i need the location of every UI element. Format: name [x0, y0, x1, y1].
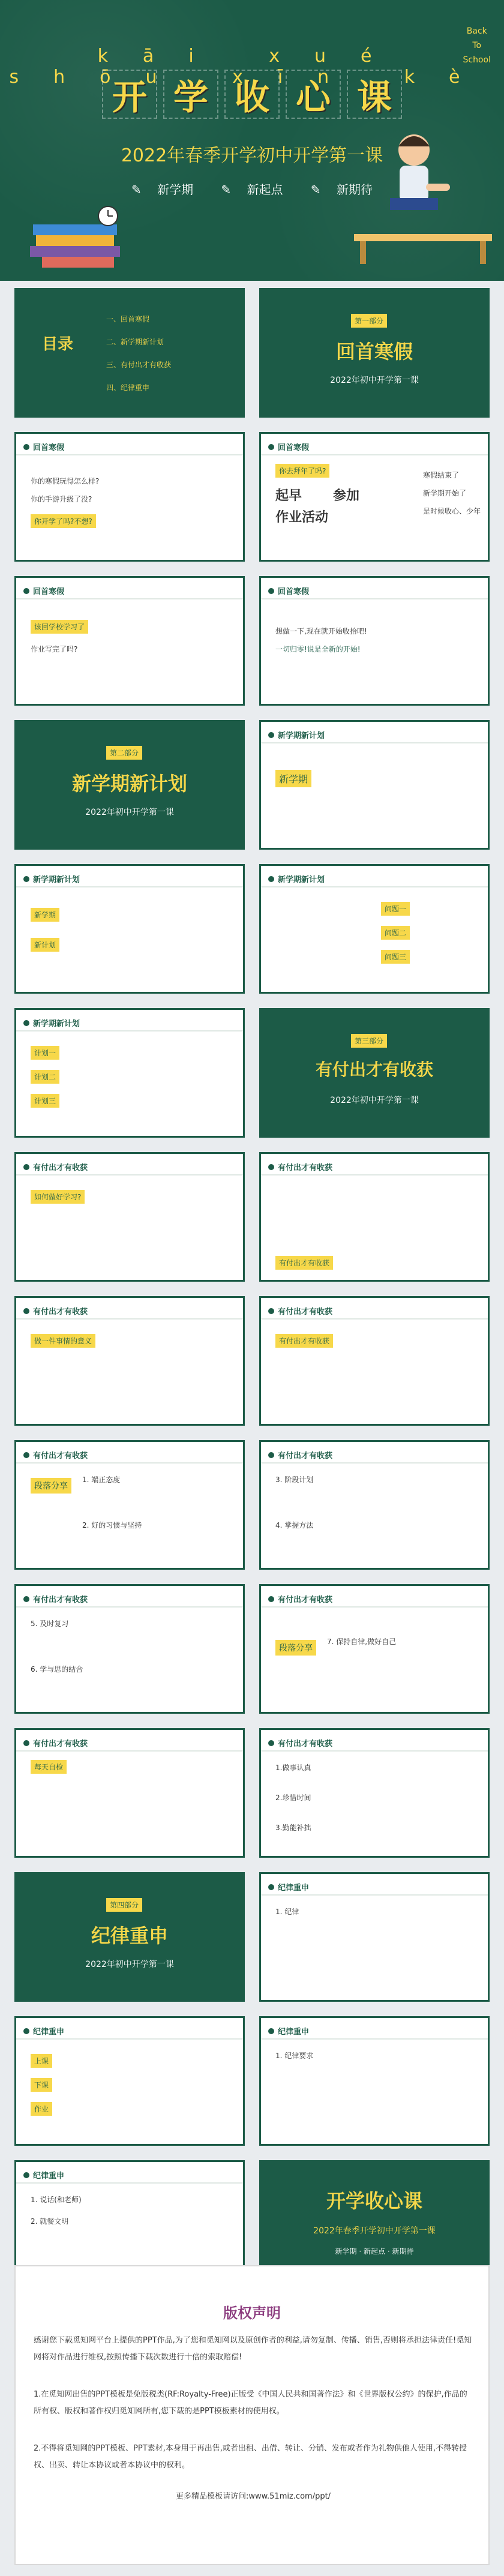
pinyin: shōu — [9, 67, 192, 88]
slide-content[interactable] — [259, 1296, 490, 1426]
slide-text: 如何做好学习? — [31, 1190, 85, 1204]
slide-header: 回首寒假 — [268, 441, 309, 452]
title-char: 心 — [286, 70, 341, 119]
slide-header: 新学期新计划 — [268, 729, 325, 740]
hero-banner — [0, 0, 504, 281]
slide-header: 纪律重申 — [23, 2025, 64, 2037]
menu-item: 四、纪律重申 — [106, 383, 150, 392]
slide-content[interactable] — [14, 864, 245, 994]
school-word: School — [463, 55, 491, 65]
student-illustration — [366, 126, 462, 240]
slide-text: 3.勤能补拙 — [275, 1824, 311, 1832]
slide-text: 是时候收心、少年 — [423, 507, 481, 515]
slide-text: 寒假结束了 — [423, 471, 460, 479]
hero-subtitle: 2022年春季开学初中开学第一课 — [121, 145, 383, 166]
part-badge: 第三部分 — [351, 1034, 387, 1048]
slide-text: 你的手游升级了没? — [31, 495, 92, 503]
hero-tag — [215, 182, 289, 197]
slide-text: 问题三 — [381, 950, 410, 964]
slide-text: 1. 端正态度 — [82, 1476, 121, 1484]
slide-content[interactable] — [259, 864, 490, 994]
slide-text: 5. 及时复习 — [31, 1620, 69, 1628]
slide-text: 新学期 — [31, 908, 59, 922]
part-badge: 第二部分 — [106, 746, 142, 760]
slide-header: 有付出才有收获 — [23, 1449, 88, 1461]
slide-text: 7. 保持自律,做好自己 — [327, 1638, 397, 1646]
pinyin: kāi — [97, 46, 229, 67]
part-title: 有付出才有收获 — [315, 1060, 433, 1079]
pinyin: kè — [404, 67, 495, 88]
slide-text: 段落分享 — [275, 1640, 316, 1656]
slide-text: 2. 就餐文明 — [31, 2217, 69, 2226]
slide-text: 你去拜年了吗? — [275, 464, 329, 478]
slide-header: 纪律重申 — [23, 2169, 64, 2181]
slide-header: 有付出才有收获 — [268, 1737, 332, 1749]
part-subtitle: 2022年初中开学第一课 — [330, 376, 419, 385]
slide-header: 纪律重申 — [268, 1881, 309, 1893]
pen-icon: ✎ — [221, 182, 232, 197]
slide-text: 作业活动 — [275, 510, 329, 525]
slide-text: 想做一下,现在就开始收拾吧! — [275, 627, 367, 635]
title-char: 开 — [102, 70, 157, 119]
slide-text: 1. 纪律 — [275, 1908, 299, 1916]
slide-text: 上课 — [31, 2054, 52, 2068]
slide-content[interactable] — [259, 1152, 490, 1282]
slide-text: 你开学了吗?不想? — [31, 514, 96, 528]
end-subtitle: 2022年春季开学初中开学第一课 — [313, 2226, 436, 2236]
slide-content[interactable] — [259, 720, 490, 850]
slide-text: 问题二 — [381, 926, 410, 940]
menu-label: 目录 — [41, 335, 73, 353]
slide-text: 问题一 — [381, 902, 410, 916]
slide-part-3[interactable] — [259, 1008, 490, 1138]
part-subtitle: 2022年初中开学第一课 — [85, 808, 174, 817]
slide-text: 有付出才有收获 — [275, 1256, 333, 1270]
title-char: 学 — [163, 70, 218, 119]
slide-content[interactable] — [259, 576, 490, 706]
slide-part-4[interactable] — [14, 1872, 245, 2002]
back-word: Back — [466, 26, 487, 36]
copyright-notice — [14, 2265, 490, 2565]
hero-title — [102, 70, 402, 119]
tag-text: 新起点 — [247, 182, 283, 197]
slide-content[interactable] — [14, 1296, 245, 1426]
slide-content[interactable] — [259, 1872, 490, 2002]
slide-text: 6. 学与思的结合 — [31, 1665, 83, 1674]
menu-item: 一、回首寒假 — [106, 315, 150, 323]
slide-text: 你的寒假玩得怎么样? — [31, 477, 100, 485]
slide-header: 纪律重申 — [268, 2025, 309, 2037]
menu-item: 三、有付出才有收获 — [106, 361, 172, 369]
notice-paragraph: 1.在觅知网出售的PPT模板是免版税类(RF:Royalty-Free)正版受《中国人民共和国著作法》和《世界版权公约》的保护,作品的所有权、版权和著作权归觅知网所有,您下载的是PPT模板素材的使用权。 — [34, 2390, 467, 2416]
slide-content[interactable] — [259, 1440, 490, 1570]
slide-text: 新学期开始了 — [423, 489, 467, 497]
part-title: 新学期新计划 — [71, 772, 187, 795]
slide-content[interactable] — [259, 432, 490, 562]
slide-header: 有付出才有收获 — [268, 1449, 332, 1461]
slide-text: 起早 — [275, 488, 302, 503]
slide-text: 新学期 — [275, 770, 311, 787]
slide-content[interactable] — [14, 1152, 245, 1282]
slide-part-2[interactable] — [14, 720, 245, 850]
slide-text: 计划二 — [31, 1070, 59, 1084]
slide-text: 1. 说话(和老师) — [31, 2196, 82, 2204]
slide-header: 新学期新计划 — [23, 873, 80, 884]
part-title: 回首寒假 — [335, 340, 413, 363]
part-title: 纪律重申 — [91, 1924, 168, 1947]
slide-content[interactable] — [259, 2016, 490, 2146]
slide-header: 有付出才有收获 — [23, 1161, 88, 1172]
slide-content[interactable] — [14, 2016, 245, 2146]
slide-content[interactable] — [14, 1008, 245, 1138]
hero-tag — [125, 182, 199, 197]
title-char: 收 — [224, 70, 280, 119]
notice-link[interactable]: 更多精品模板请访问:www.51miz.com/ppt/ — [175, 2492, 331, 2501]
slide-header: 有付出才有收获 — [268, 1161, 332, 1172]
slide-content[interactable] — [14, 1440, 245, 1570]
slide-text: 2. 好的习惯与坚持 — [82, 1521, 142, 1530]
slide-header: 有付出才有收获 — [268, 1305, 332, 1317]
slide-text: 每天自检 — [31, 1760, 67, 1774]
slide-header: 回首寒假 — [268, 585, 309, 596]
slide-content[interactable] — [14, 576, 245, 706]
slide-text: 段落分享 — [31, 1478, 71, 1494]
slide-header: 有付出才有收获 — [23, 1593, 88, 1605]
slide-menu[interactable] — [14, 288, 245, 418]
notice-paragraph: 感谢您下载觅知网平台上提供的PPT作品,为了您和觅知网以及原创作者的利益,请勿复制、传播、销售,否则将承担法律责任!觅知网将对作品进行维权,按照传播下载次数进行十倍的索取赔偿! — [34, 2336, 472, 2362]
slide-text: 做一件事情的意义 — [31, 1334, 95, 1348]
slide-part-1[interactable] — [259, 288, 490, 418]
tag-text: 新期待 — [337, 182, 373, 197]
part-badge: 第一部分 — [351, 314, 387, 328]
slide-text: 1.做事认真 — [275, 1764, 311, 1772]
to-word: To — [472, 41, 482, 50]
part-subtitle: 2022年初中开学第一课 — [85, 1960, 174, 1969]
pen-icon: ✎ — [310, 182, 321, 197]
end-tags: 新学期 · 新起点 · 新期待 — [335, 2247, 414, 2256]
part-badge: 第四部分 — [106, 1898, 142, 1912]
slide-text: 一切归零!说是全新的开始! — [275, 645, 361, 653]
slide-header: 有付出才有收获 — [268, 1593, 332, 1605]
part-subtitle: 2022年初中开学第一课 — [330, 1096, 419, 1105]
slide-content[interactable] — [259, 1728, 490, 1858]
slide-text: 有付出才有收获 — [275, 1334, 333, 1348]
pinyin: xué — [269, 46, 407, 67]
slide-text: 计划一 — [31, 1046, 59, 1060]
slide-text: 计划三 — [31, 1094, 59, 1108]
slide-text: 3. 阶段计划 — [275, 1476, 314, 1484]
slide-text: 2.珍惜时间 — [275, 1794, 311, 1802]
slide-text: 下课 — [31, 2078, 52, 2092]
slide-header: 有付出才有收获 — [23, 1305, 88, 1317]
slide-text: 新计划 — [31, 938, 59, 952]
slide-content[interactable] — [14, 1584, 245, 1714]
slide-content[interactable] — [259, 1584, 490, 1714]
pinyin: xīn — [232, 67, 364, 88]
notice-title: 版权声明 — [223, 2305, 281, 2322]
slide-header: 新学期新计划 — [268, 873, 325, 884]
end-title: 开学收心课 — [326, 2190, 423, 2212]
tag-text: 新学期 — [157, 182, 194, 197]
notice-paragraph: 2.不得将觅知网的PPT模板、PPT素材,本身用于再出售,或者出租、出借、转让、分销、发布或者作为礼物供他人使用,不得转授权、出卖、转让本协议或者本协议中的权利。 — [34, 2444, 467, 2470]
slide-header: 回首寒假 — [23, 585, 64, 596]
slide-text: 1. 纪律要求 — [275, 2052, 314, 2060]
menu-item: 二、新学期新计划 — [106, 338, 164, 346]
slide-text: 作业 — [31, 2102, 52, 2116]
slide-header: 有付出才有收获 — [23, 1737, 88, 1749]
books-illustration — [24, 204, 126, 270]
slide-text: 4. 掌握方法 — [275, 1521, 314, 1530]
pen-icon: ✎ — [131, 182, 142, 197]
slide-text: 参加 — [333, 488, 360, 503]
desk-illustration — [354, 228, 492, 264]
title-char: 课 — [347, 70, 402, 119]
slide-content[interactable] — [14, 1728, 245, 1858]
slide-text: 作业写完了吗? — [31, 645, 78, 653]
slide-content[interactable] — [14, 432, 245, 562]
slide-header: 新学期新计划 — [23, 1017, 80, 1028]
slide-header: 回首寒假 — [23, 441, 64, 452]
slide-text: 该回学校学习了 — [31, 620, 88, 634]
